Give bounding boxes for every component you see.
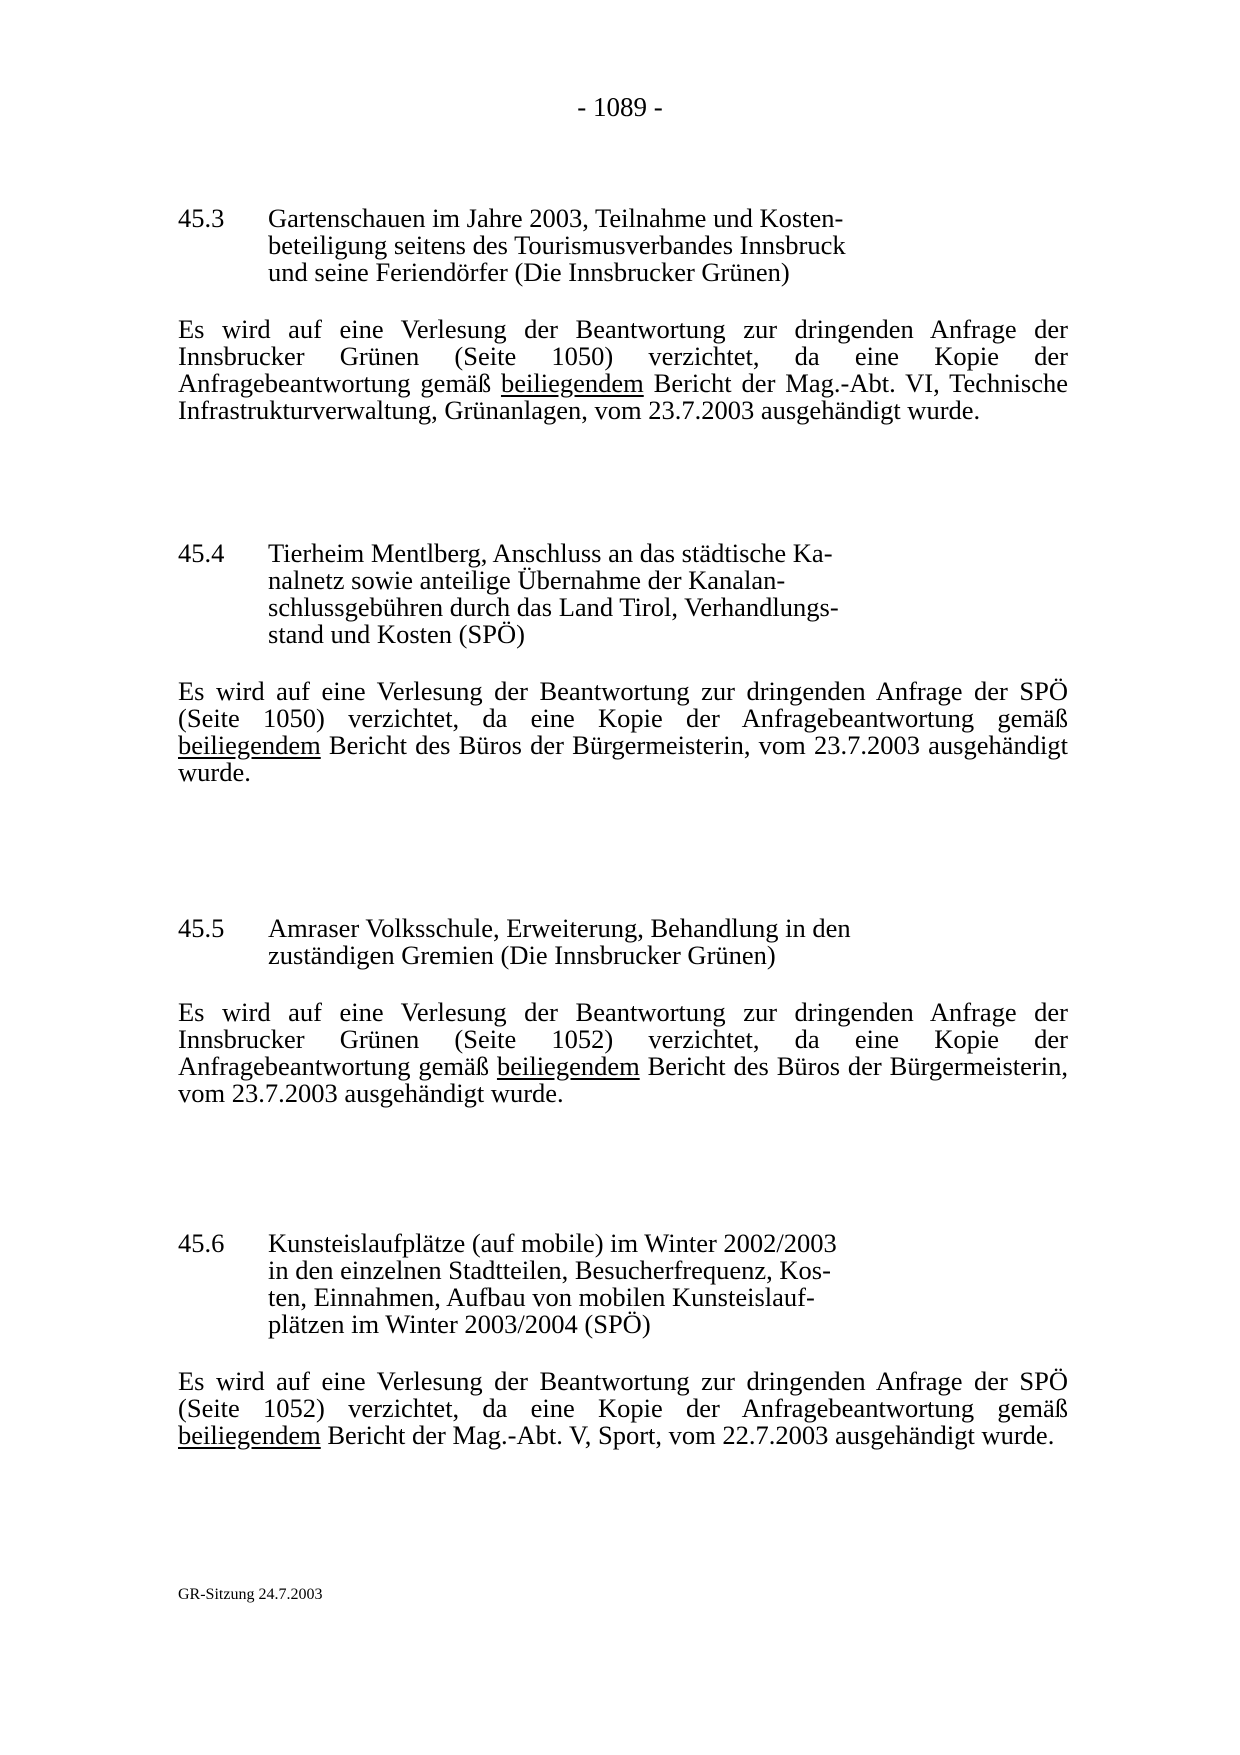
item-body — [178, 316, 1068, 424]
item-number: 45.6 — [178, 1228, 225, 1258]
body-text-start: Es wird auf eine Verlesung der Beantwortung zur dringenden Anfrage der Innsbrucker Grünen (Seite 1052) verzichtet, da eine Kopie der Anfragebeantwortung gemäß — [178, 997, 1068, 1081]
agenda-item-45-4 — [178, 540, 1068, 786]
body-text-end: Bericht des Büros der Bürgermeisterin, vom 23.7.2003 ausgehändigt wurde. — [178, 1051, 1068, 1108]
body-text-end: Bericht der Mag.-Abt. VI, Technische Infrastrukturverwaltung, Grünanlagen, vom 23.7.2003 ausgehändigt wurde. — [178, 368, 1068, 425]
item-title: Kunsteislaufplätze (auf mobile) im Winter 2002/2003 in den einzelnen Stadtteilen, Besucherfrequenz, Kos- ten, Einnahmen, Aufbau von mobilen Kunsteislauf- plätzen im Winter 2003/2004 (SPÖ) — [268, 1228, 837, 1339]
item-title: Tierheim Mentlberg, Anschluss an das städtische Ka- nalnetz sowie anteilige Übernahme der Kanalan- schlussgebühren durch das Land Tirol, Verhandlungs- stand und Kosten (SPÖ) — [268, 538, 839, 649]
underlined-word: beiliegendem — [178, 730, 321, 760]
item-number: 45.4 — [178, 538, 225, 568]
page-footer: GR-Sitzung 24.7.2003 — [178, 1586, 323, 1603]
item-heading — [178, 1230, 1068, 1338]
item-number: 45.3 — [178, 203, 225, 233]
body-text-end: Bericht der Mag.-Abt. V, Sport, vom 22.7.2003 ausgehändigt wurde. — [320, 1420, 1055, 1450]
item-heading — [178, 205, 1068, 286]
body-text-start: Es wird auf eine Verlesung der Beantwortung zur dringenden Anfrage der SPÖ (Seite 1050) verzichtet, da eine Kopie der Anfragebeantwortung gemäß — [178, 676, 1068, 733]
underlined-word: beiliegendem — [500, 368, 644, 398]
agenda-item-45-6 — [178, 1230, 1068, 1449]
item-body — [178, 1368, 1068, 1449]
body-text-start: Es wird auf eine Verlesung der Beantwortung zur dringenden Anfrage der Innsbrucker Grünen (Seite 1050) verzichtet, da eine Kopie der Anfragebeantwortung gemäß — [178, 314, 1068, 398]
agenda-item-45-3 — [178, 205, 1068, 424]
body-text-start: Es wird auf eine Verlesung der Beantwortung zur dringenden Anfrage der SPÖ (Seite 1052) verzichtet, da eine Kopie der Anfragebeantwortung gemäß — [178, 1366, 1068, 1423]
underlined-word: beiliegendem — [496, 1051, 640, 1081]
agenda-item-45-5 — [178, 915, 1068, 1107]
item-heading — [178, 540, 1068, 648]
item-title: Gartenschauen im Jahre 2003, Teilnahme und Kosten- beteiligung seitens des Tourismusverbandes Innsbruck und seine Feriendörfer (Die Innsbrucker Grünen) — [268, 203, 846, 287]
body-text-end: Bericht des Büros der Bürgermeisterin, vom 23.7.2003 ausgehändigt wurde. — [178, 730, 1068, 787]
page-number: - 1089 - — [577, 92, 663, 122]
item-number: 45.5 — [178, 913, 225, 943]
item-title: Amraser Volksschule, Erweiterung, Behandlung in den zuständigen Gremien (Die Innsbrucker Grünen) — [268, 913, 851, 970]
item-body — [178, 678, 1068, 786]
underlined-word: beiliegendem — [178, 1420, 321, 1450]
item-heading — [178, 915, 1068, 969]
item-body — [178, 999, 1068, 1107]
